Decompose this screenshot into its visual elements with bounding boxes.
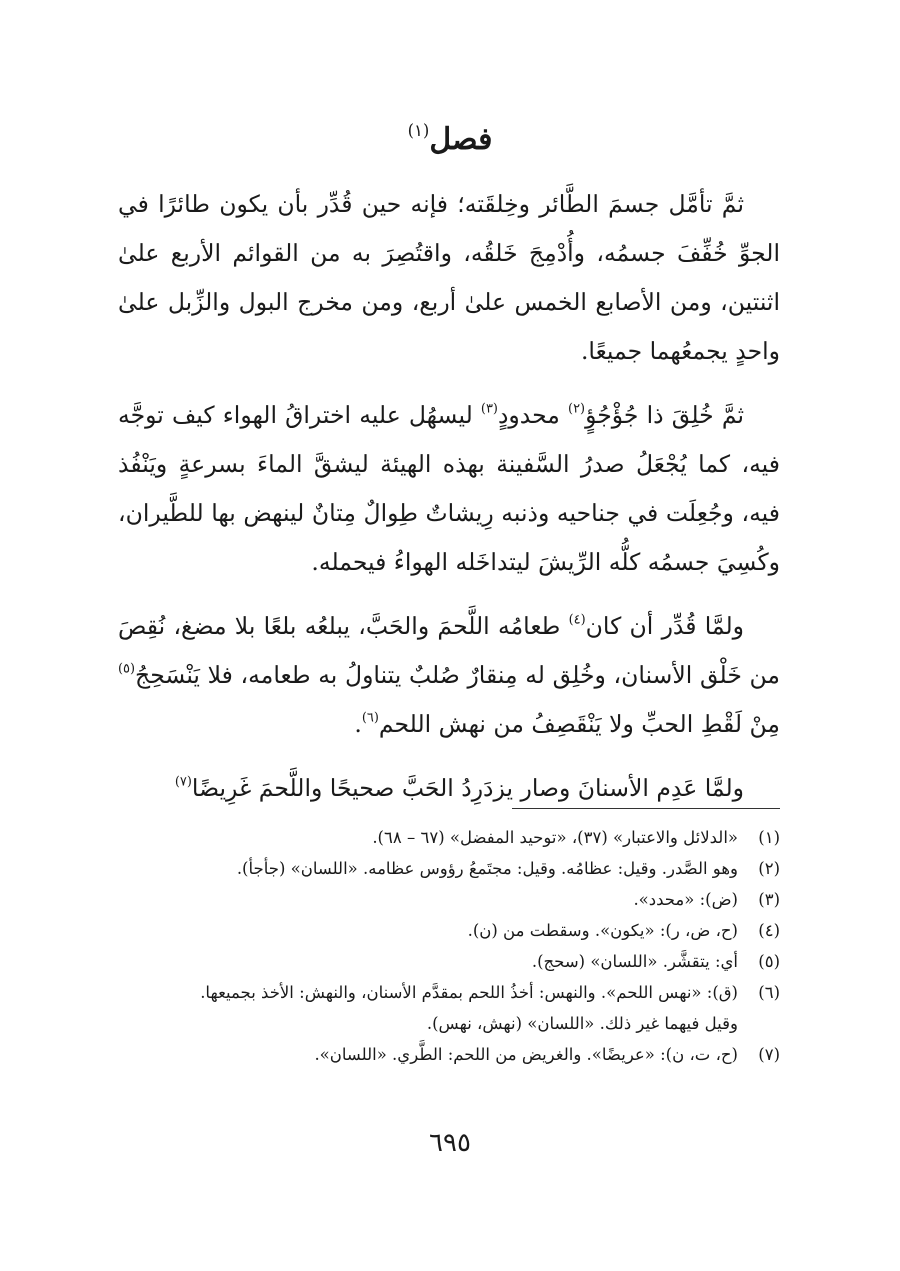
footnote-line: وهو الصَّدر. وقيل: عظامُه. وقيل: مجتَمعُ رؤوس عظامه. «اللسان» (جأجأ).: [236, 859, 738, 878]
footnote-number: (٢): [758, 859, 780, 878]
footnote-number: (٦): [758, 983, 780, 1002]
section-title-footnote-ref: (١): [407, 120, 430, 140]
footnote-ref: (٤): [568, 612, 586, 628]
paragraph-text: مِنْ لَقْطِ الحبِّ ولا يَنْقَصِفُ من نهش اللحم: [378, 710, 780, 738]
footnote-text: [110, 853, 738, 884]
footnote: [110, 1039, 780, 1070]
paragraph: [118, 391, 780, 587]
footnote-text: [110, 977, 738, 1039]
footnote: [110, 946, 780, 977]
footnote-number: (١): [758, 828, 780, 847]
footnote-text: [110, 1039, 738, 1070]
section-title-text: فصل: [429, 122, 493, 157]
page-number: ٦٩٥: [429, 1128, 471, 1158]
footnote-ref: (٢): [568, 401, 586, 417]
footnote-separator: [512, 808, 780, 809]
footnote-ref: (٦): [361, 710, 379, 726]
footnote: [110, 915, 780, 946]
footnote: [110, 977, 780, 1039]
paragraph: [118, 180, 780, 376]
footnote-line: (ق): «نهس اللحم». والنهس: أخذُ اللحم بمقدَّم الأسنان، والنهش: الأخذ بجميعها.: [200, 983, 738, 1002]
footnote-ref: (٥): [118, 661, 136, 677]
footnote-line: (ض): «محدد».: [633, 890, 738, 909]
footnote-number: (٧): [758, 1045, 780, 1064]
footnote-line: (ح، ض، ر): «يكون». وسقطت من (ن).: [467, 921, 738, 940]
footnote-number: (٥): [758, 952, 780, 971]
paragraph: [118, 764, 780, 813]
footnote-number: (٣): [758, 890, 780, 909]
paragraph-text: طعامُه اللَّحمَ والحَبَّ، يبلعُه بلعًا بلا مضغ، نُقِصَ من خَلْق الأسنان، وخُلِق له مِنقارٌ صُلبٌ يتناولُ به طعامه، فلا يَنْسَحِجُ: [118, 612, 780, 689]
footnote: [110, 822, 780, 853]
footnote-line: وقيل فيهما غير ذلك. «اللسان» (نهش، نهس).: [426, 1014, 738, 1033]
footnote-text: [110, 884, 738, 915]
paragraph: [118, 602, 780, 749]
footnote-text: [110, 946, 738, 977]
footnotes: [110, 822, 780, 1070]
section-title: [0, 122, 900, 157]
paragraph-text: ولمَّا عَدِم الأسنانَ وصار يزدَرِدُ الحَبَّ صحيحًا واللَّحمَ غَرِيضًا: [191, 774, 744, 802]
footnote-line: أي: يتقشَّر. «اللسان» (سحج).: [531, 952, 738, 971]
paragraph-text: .: [354, 710, 362, 738]
footnote-text: [110, 915, 738, 946]
footnote-line: «الدلائل والاعتبار» (٣٧)، «توحيد المفضل» (٦٧ – ٦٨).: [372, 828, 738, 847]
footnote-text: [110, 822, 738, 853]
main-text: [118, 180, 780, 813]
paragraph-text: ثمَّ تأمَّل جسمَ الطَّائر وخِلقَته؛ فإنه حين قُدِّر بأن يكون طائرًا في الجوِّ خُفِّفَ جسمُه، وأُدْمِجَ خَلقُه، واقتُصِرَ به من القوائم الأربع علىٰ اثنتين، ومن الأصابع الخمس علىٰ أربع، ومن مخرج البول والزِّبل علىٰ واحدٍ يجمعُهما جميعًا.: [118, 190, 780, 365]
paragraph-text: محدودٍ: [497, 401, 569, 429]
paragraph-text: ثمَّ خُلِقَ ذا جُؤْجُؤٍ: [585, 401, 744, 429]
footnote-ref: (٣): [480, 401, 498, 417]
footnote: [110, 884, 780, 915]
footnote: [110, 853, 780, 884]
paragraph-text: ولمَّا قُدِّر أن كان: [585, 612, 744, 640]
footnote-line: (ح، ت، ن): «عريضًا». والغريض من اللحم: الطَّري. «اللسان».: [314, 1045, 738, 1064]
footnote-number: (٤): [758, 921, 780, 940]
footnote-ref: (٧): [174, 774, 192, 790]
paragraph-text: ليسهُل عليه اختراقُ الهواء كيف توجَّه فيه، كما يُجْعَلُ صدرُ السَّفينة بهذه الهيئة ليشقَّ الماءَ بسرعةٍ ويَنْفُذ فيه، وجُعِلَت في جناحيه وذنبه رِيشاتٌ طِوالٌ مِتانٌ لينهض بها للطَّيران، وكُسِيَ جسمُه كلُّه الرِّيشَ ليتداخَله الهواءُ فيحمله.: [118, 401, 780, 576]
